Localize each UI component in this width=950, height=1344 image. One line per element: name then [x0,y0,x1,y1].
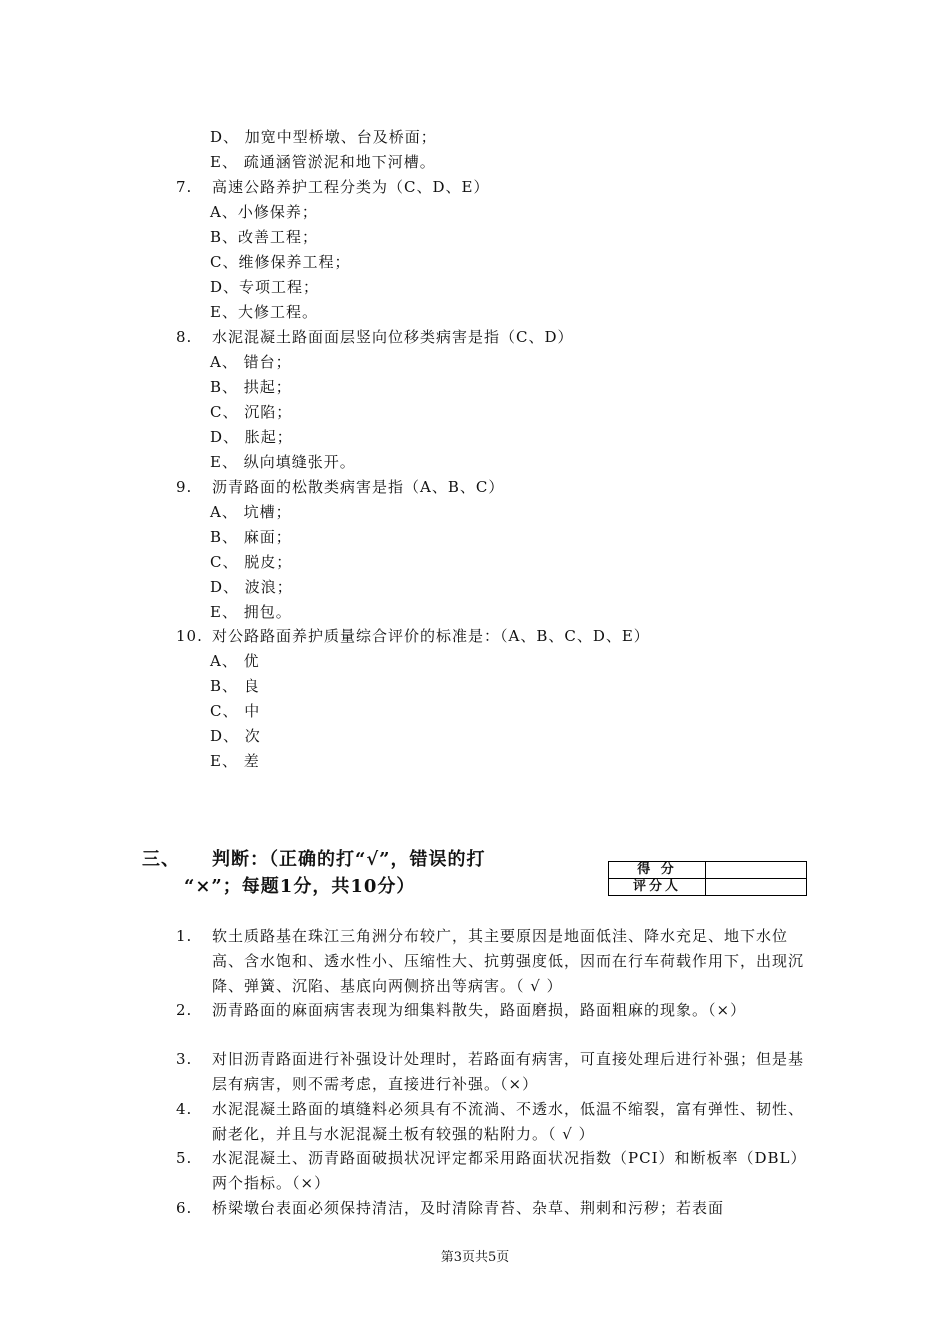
question-text: 高速公路养护工程分类为（C、D、E） [212,178,490,196]
score-label: 得 分 [609,862,706,879]
question-7 [176,177,489,197]
option-line: A、 优 [210,652,260,670]
question-number: 8. [176,328,193,346]
option-line: A、 坑槽； [210,503,292,521]
judgment-text: 水泥混凝土、沥青路面破损状况评定都采用路面状况指数（PCI）和断板率（DBL）两个指标。（×） [212,1149,807,1192]
question-number: 10. [176,627,203,645]
question-text: 沥青路面的松散类病害是指（A、B、C） [212,478,505,496]
option-line: C、 沉陷； [210,403,293,421]
option-line: A、小修保养； [210,203,318,221]
judgment-text: 桥梁墩台表面必须保持清洁，及时清除青苔、杂草、荆刺和污秽；若表面 [212,1199,725,1217]
option-line: B、改善工程； [210,228,319,246]
section-title-line2: “×”；每题1分，共10分） [184,876,416,897]
judgment-text: 软土质路基在珠江三角洲分布较广，其主要原因是地面低洼、降水充足、地下水位高、含水饱和、透水性小、压缩性大、抗剪强度低，因而在行车荷载作用下，出现沉降、弹簧、沉陷、基底向两侧挤出等病害。（ √ ） [212,927,805,995]
option-line: D、 波浪； [210,578,293,596]
judgment-item [176,1196,808,1221]
option-line: B、 麻面； [210,528,292,546]
judgment-item [176,1146,808,1196]
judgment-item [176,924,808,999]
option-line: C、 中 [210,702,261,720]
judgment-text: 对旧沥青路面进行补强设计处理时，若路面有病害，可直接处理后进行补强；但是基层有病害，则不需考虑，直接进行补强。（×） [212,1050,805,1093]
option-line: D、专项工程； [210,278,320,296]
question-text: 水泥混凝土路面面层竖向位移类病害是指（C、D） [212,328,574,346]
judgment-number: 2. [176,1001,193,1019]
option-line: E、大修工程。 [210,303,318,321]
section-heading [142,846,486,874]
question-text: 对公路路面养护质量综合评价的标准是：（A、B、C、D、E） [212,627,650,645]
judgment-text: 水泥混凝土路面的填缝料必须具有不流淌、不透水，低温不缩裂，富有弹性、韧性、耐老化，并且与水泥混凝土板有较强的粘附力。（ √ ） [212,1100,805,1143]
option-line: B、 良 [210,677,260,695]
question-8 [176,327,574,347]
grader-field[interactable] [706,879,807,896]
judgment-number: 5. [176,1149,193,1167]
judgment-number: 4. [176,1100,193,1118]
section-title-line1: 判断：（正确的打“√”，错误的打 [212,849,486,870]
option-line: C、 脱皮； [210,553,293,571]
judgment-item [176,1047,808,1097]
judgment-item [176,1097,808,1147]
judgment-text: 沥青路面的麻面病害表现为细集料散失，路面磨损，路面粗麻的现象。（×） [212,1001,747,1019]
option-line: A、 错台； [210,353,292,371]
judgment-number: 6. [176,1199,193,1217]
section-number: 三、 [142,849,180,870]
option-line: E、 疏通涵管淤泥和地下河槽。 [210,153,436,171]
question-10 [176,626,650,646]
score-field[interactable] [706,862,807,879]
option-line: C、维修保养工程； [210,253,351,271]
option-line: D、 胀起； [210,428,293,446]
score-table [608,861,807,896]
question-number: 7. [176,178,193,196]
option-line: E、 纵向填缝张开。 [210,453,356,471]
judgment-number: 1. [176,927,193,945]
question-number: 9. [176,478,193,496]
page-footer: 第3页共5页 [440,1250,510,1265]
option-line: E、 拥包。 [210,603,292,621]
option-line: D、 次 [210,727,261,745]
option-line: D、 加宽中型桥墩、台及桥面； [210,128,437,146]
judgment-item [176,998,808,1023]
option-line: B、 拱起； [210,378,292,396]
grader-label: 评分人 [609,879,706,896]
question-9 [176,477,504,497]
judgment-number: 3. [176,1050,193,1068]
option-line: E、 差 [210,752,260,770]
